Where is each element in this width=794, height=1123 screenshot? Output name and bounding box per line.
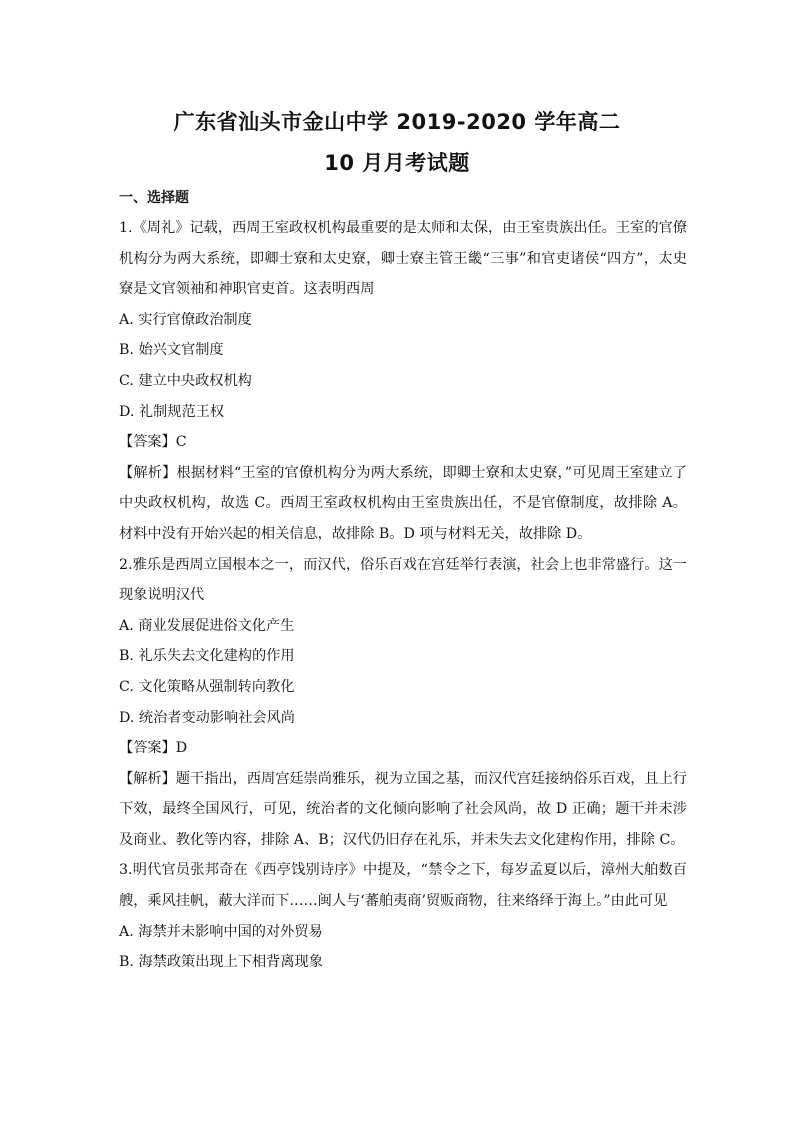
question-3-stem: 3.明代官员张邦奇在《西亭饯别诗序》中提及，“禁令之下，每岁孟夏以后，漳州大舶数百艘，乘风挂帆，蔽大洋而下……闽人与‘蕃舶夷商’贸贩商物，往来络绎于海上。”由此可见 xyxy=(119,862,687,910)
question-1-analysis: 【解析】根据材料“王室的官僚机构分为两大系统，即卿士寮和太史寮，”可见周王室建立了中央政权机构，故选 C。西周王室政权机构由王室贵族出任，不是官僚制度，故排除 A。材料中没有开始兴起的相关信息，故排除 B。D 项与材料无关，故排除 D。 xyxy=(119,464,687,542)
exam-title-line-1: 广东省汕头市金山中学 2019-2020 学年高二 xyxy=(173,110,621,134)
question-1-answer: 【答案】C xyxy=(119,434,187,451)
question-2-option-c: C. 文化策略从强制转向教化 xyxy=(119,678,295,695)
question-1-stem: 1.《周礼》记载，西周王室政权机构最重要的是太师和太保，由王室贵族出任。王室的官僚机构分为两大系统，即卿士寮和太史寮，卿士寮主管王畿“三事”和官吏诸侯“四方”，太史寮是文官领袖和神职官吏首。这表明西周 xyxy=(119,220,687,298)
question-2-analysis: 【解析】题干指出，西周宫廷崇尚雅乐，视为立国之基，而汉代宫廷接纳俗乐百戏，且上行下效，最终全国风行，可见，统治者的文化倾向影响了社会风尚，故 D 正确；题干并未涉及商业、教化等内容，排除 A、B；汉代仍旧存在礼乐，并未失去文化建构作用，排除 C。 xyxy=(119,770,687,848)
question-2-option-d: D. 统治者变动影响社会风尚 xyxy=(119,709,295,726)
question-2-option-a: A. 商业发展促进俗文化产生 xyxy=(119,617,295,634)
question-2-stem: 2.雅乐是西周立国根本之一，而汉代，俗乐百戏在宫廷举行表演，社会上也非常盛行。这一现象说明汉代 xyxy=(119,556,687,604)
question-1-option-b: B. 始兴文官制度 xyxy=(119,342,224,359)
question-1-option-c: C. 建立中央政权机构 xyxy=(119,372,252,389)
question-2-answer: 【答案】D xyxy=(119,740,188,757)
question-1-option-d: D. 礼制规范王权 xyxy=(119,403,225,420)
question-3-option-a: A. 海禁并未影响中国的对外贸易 xyxy=(119,923,323,940)
question-1-option-a: A. 实行官僚政治制度 xyxy=(119,311,252,328)
section-heading: 一、选择题 xyxy=(119,190,189,206)
exam-title-line-2: 10 月月考试题 xyxy=(324,151,470,175)
exam-body xyxy=(119,213,687,978)
question-2-option-b: B. 礼乐失去文化建构的作用 xyxy=(119,648,295,665)
question-3-option-b: B. 海禁政策出现上下相背离现象 xyxy=(119,954,323,971)
